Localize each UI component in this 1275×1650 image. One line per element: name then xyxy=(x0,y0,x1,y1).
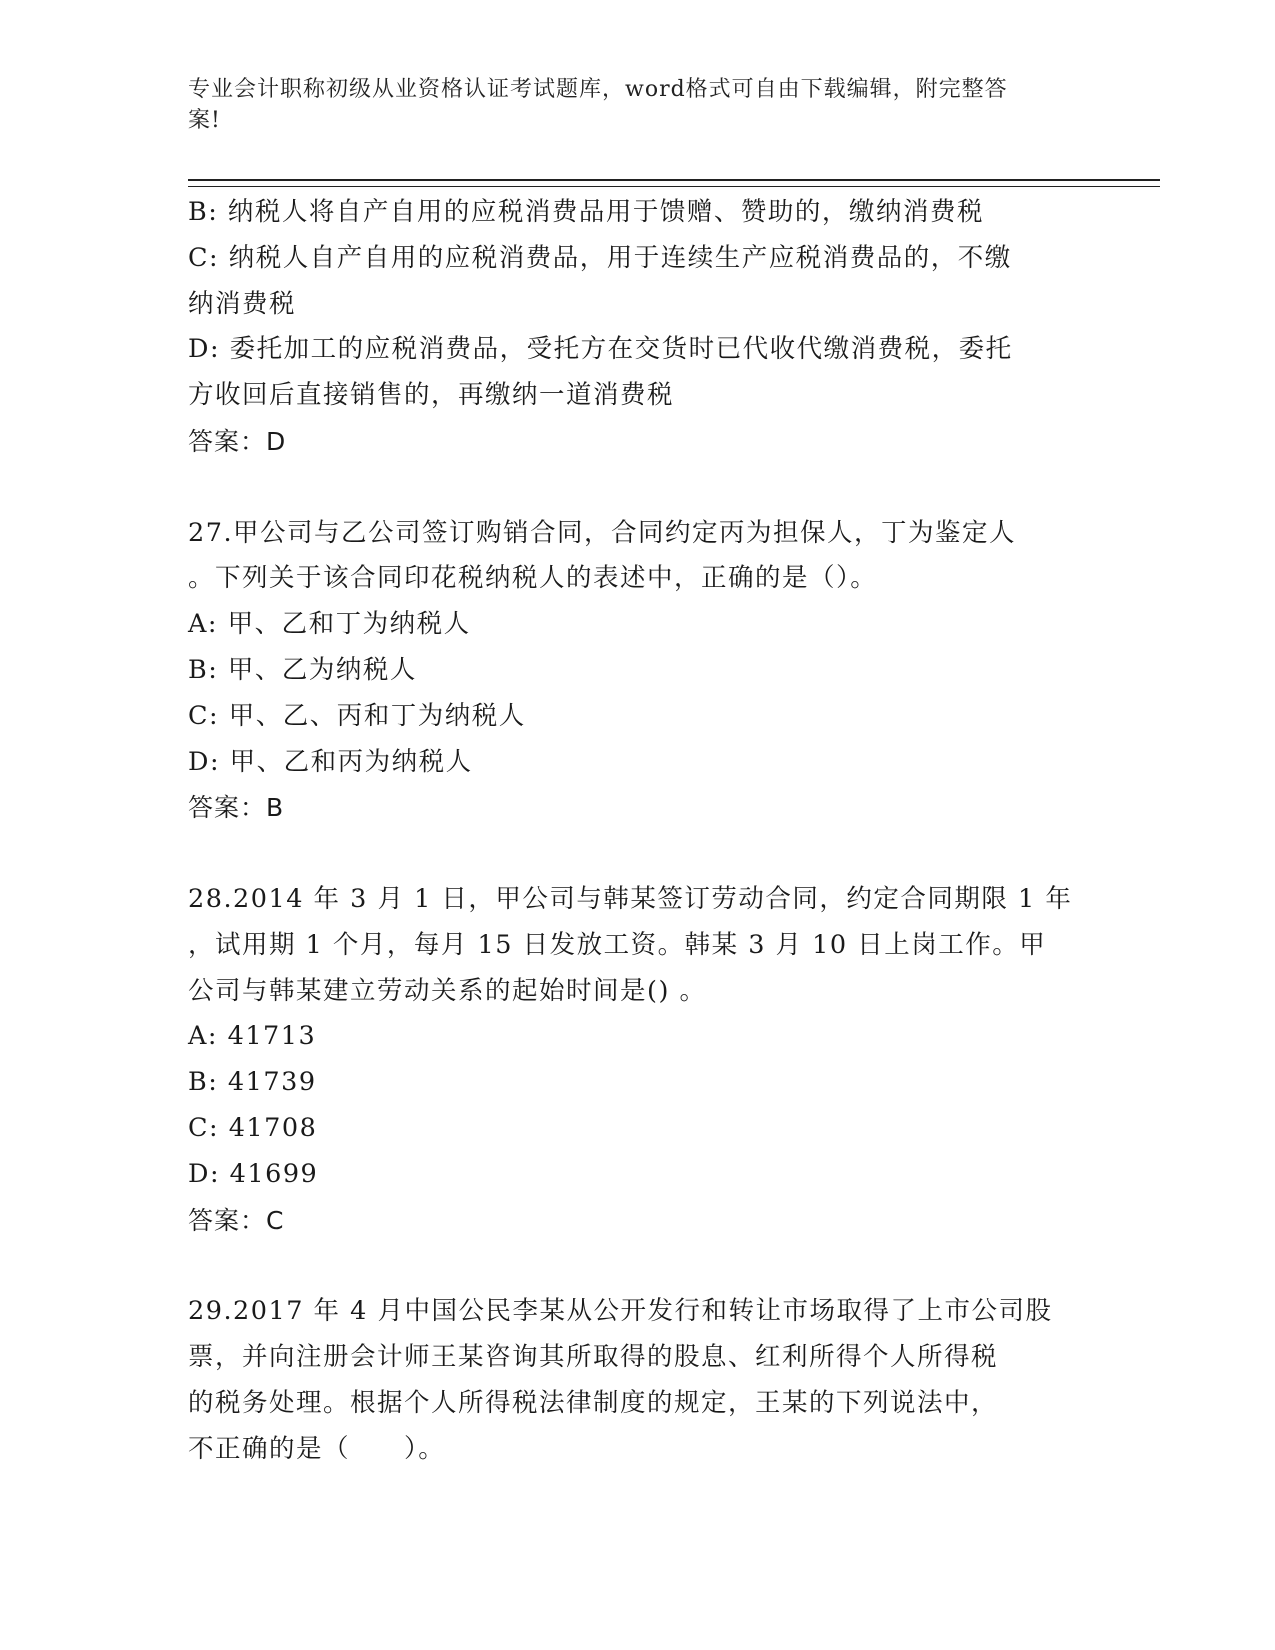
question-list xyxy=(188,190,1088,1472)
question-stem-continued: 票，并向注册会计师王某咨询其所取得的股息、红利所得个人所得税 xyxy=(188,1341,999,1372)
question-28 xyxy=(188,877,1088,1243)
option-d: D: 甲、乙和丙为纳税人 xyxy=(188,746,473,777)
question-stem-continued: 。下列关于该合同印花税纳税人的表述中，正确的是（）。 xyxy=(188,563,878,594)
option-d: D: 41699 xyxy=(188,1158,319,1189)
option-a: A: 甲、乙和丁为纳税人 xyxy=(188,609,471,640)
question-27 xyxy=(188,511,1088,832)
spacer xyxy=(188,1243,1088,1289)
document-header xyxy=(188,74,1068,136)
question-stem-continued: ，试用期 1 个月，每月 15 日发放工资。韩某 3 月 10 日上岗工作。甲 xyxy=(188,929,1047,960)
option-d: D: 委托加工的应税消费品，受托方在交货时已代收代缴消费税，委托 xyxy=(188,334,1013,365)
option-b: B: 甲、乙为纳税人 xyxy=(188,654,417,685)
option-c: C: 甲、乙、丙和丁为纳税人 xyxy=(188,700,526,731)
option-b: B: 41739 xyxy=(188,1067,317,1098)
question-29 xyxy=(188,1289,1088,1472)
option-a: A: 41713 xyxy=(188,1021,317,1052)
option-c-continued: 纳消费税 xyxy=(188,288,297,319)
option-c: C: 纳税人自产自用的应税消费品，用于连续生产应税消费品的，不缴 xyxy=(188,242,1012,273)
question-stem: 27.甲公司与乙公司签订购销合同，合同约定丙为担保人，丁为鉴定人 xyxy=(188,517,1017,548)
spacer xyxy=(188,831,1088,877)
answer: 答案：B xyxy=(188,793,285,823)
option-c: C: 41708 xyxy=(188,1112,318,1143)
question-stem-continued: 公司与韩某建立劳动关系的起始时间是() 。 xyxy=(188,975,707,1006)
option-b: B: 纳税人将自产自用的应税消费品用于馈赠、赞助的，缴纳消费税 xyxy=(188,197,984,227)
header-divider xyxy=(188,179,1160,187)
question-stem: 29.2017 年 4 月中国公民李某从公开发行和转让市场取得了上市公司股 xyxy=(188,1296,1053,1327)
option-d-continued: 方收回后直接销售的，再缴纳一道消费税 xyxy=(188,380,675,411)
header-line-2: 案! xyxy=(188,108,221,133)
answer: 答案：D xyxy=(188,426,287,456)
question-stem: 28.2014 年 3 月 1 日，甲公司与韩某签订劳动合同，约定合同期限 1 年 xyxy=(188,883,1073,914)
question-26-continued xyxy=(188,190,1088,465)
answer: 答案：C xyxy=(188,1205,285,1235)
question-stem-continued: 的税务处理。根据个人所得税法律制度的规定，王某的下列说法中， xyxy=(188,1387,999,1418)
spacer xyxy=(188,465,1088,511)
question-stem-continued: 不正确的是（ ）。 xyxy=(188,1433,446,1464)
header-line-1: 专业会计职称初级从业资格认证考试题库，word格式可自由下载编辑，附完整答 xyxy=(188,77,1008,102)
